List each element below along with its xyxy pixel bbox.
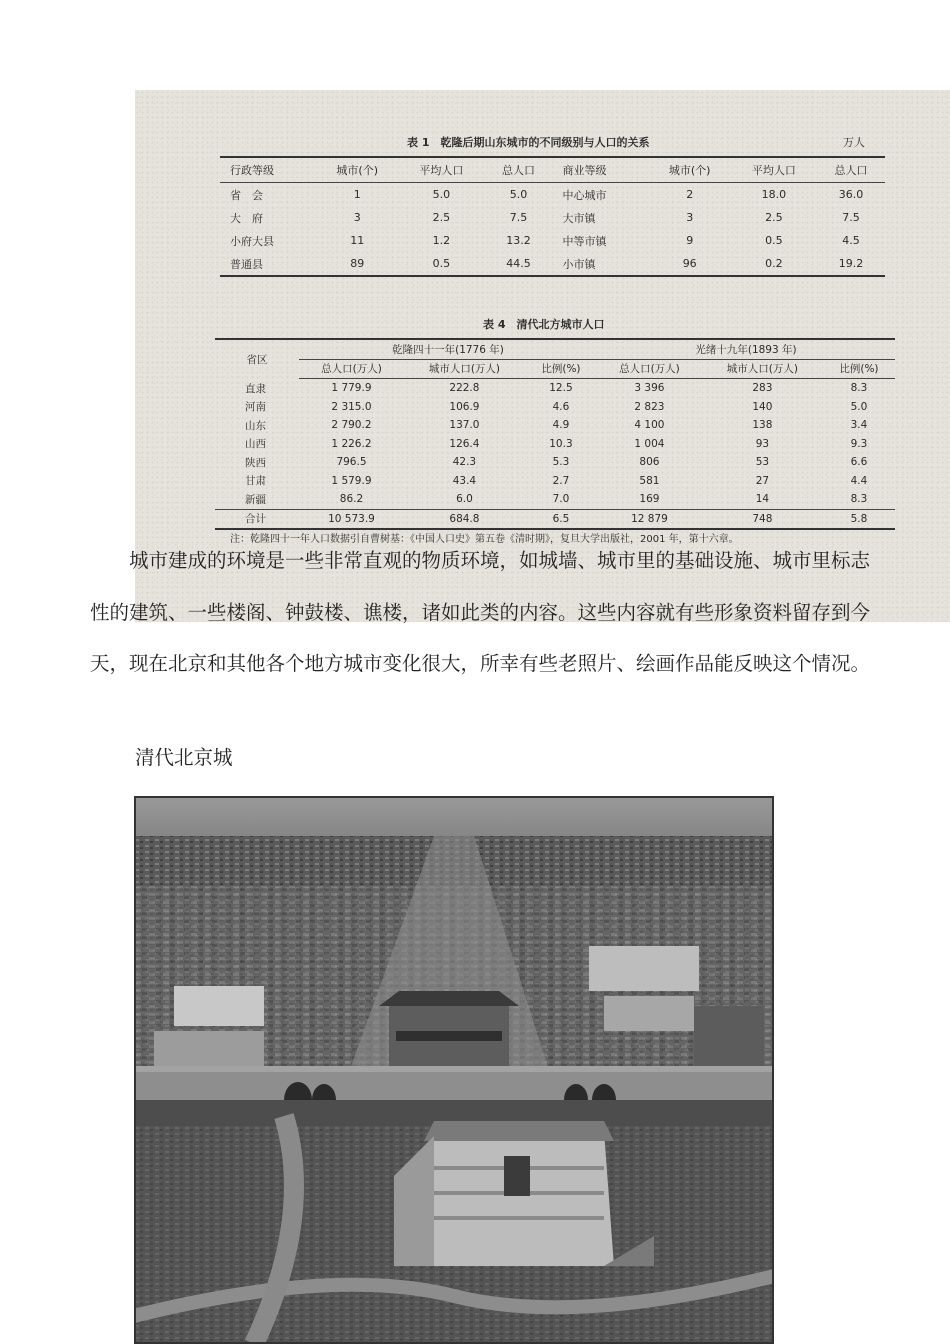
table-cell: 581: [639, 474, 660, 487]
table-cell: 5.0: [509, 188, 528, 201]
table-cell: 2: [686, 188, 694, 201]
table-cell: 6.6: [850, 456, 868, 469]
table-cell: 2 823: [634, 400, 665, 413]
table4-subheader: 总人口(万人): [597, 359, 702, 379]
table-cell: 3: [686, 211, 694, 224]
table-row: [215, 509, 895, 529]
table-cell: 93: [755, 437, 770, 450]
table-cell: 普通县: [230, 257, 263, 271]
beijing-aerial-photo: [134, 796, 774, 1344]
table-cell: 14: [755, 493, 770, 506]
table-cell: 7.5: [509, 211, 528, 224]
table-cell: 4.6: [552, 400, 570, 413]
table-row: [220, 252, 885, 276]
table-cell: 4 100: [634, 419, 665, 432]
table1-header: 平均人口: [731, 157, 817, 183]
body-paragraph: 城市建成的环境是一些非常直观的物质环境，如城墙、城市里的基础设施、城市里标志性的建筑、一些楼阁、钟鼓楼、谯楼，诸如此类的内容。这些内容就有些形象资料留存到今天，现在北京和其他各个地方城市变化很大，所幸有些老照片、绘画作品能反映这个情况。: [90, 549, 871, 675]
table-cell: 1 779.9: [331, 382, 372, 395]
table1-header: 城市(个): [316, 157, 398, 183]
table1-header: 总人口: [485, 157, 553, 183]
table-cell: 12 879: [597, 509, 702, 529]
table-cell: 7.5: [842, 211, 860, 224]
table-cell: 1: [353, 188, 361, 201]
table-cell: 甘肃: [245, 475, 266, 488]
table-cell: 126.4: [449, 437, 480, 450]
table-cell: 748: [702, 509, 823, 529]
table-cell: 106.9: [449, 400, 480, 413]
table-cell: 36.0: [838, 188, 864, 201]
table-cell: 7.0: [552, 493, 570, 506]
table-cell: 2.7: [552, 474, 570, 487]
table-cell: 43.4: [452, 474, 477, 487]
table-cell: 9: [686, 234, 694, 247]
table-cell: 19.2: [838, 257, 864, 270]
table4: [215, 338, 895, 530]
table1-header: 城市(个): [649, 157, 731, 183]
table-cell: 8.3: [850, 493, 868, 506]
table-row: [215, 490, 895, 509]
table-row: [215, 472, 895, 491]
table-cell: 5.0: [432, 188, 451, 201]
table-cell: 2 315.0: [331, 400, 372, 413]
table-cell: 4.9: [552, 419, 570, 432]
table-cell: 大市镇: [562, 211, 596, 225]
table-cell: 137.0: [449, 419, 480, 432]
table1-header: 行政等级: [220, 157, 316, 183]
table-cell: 6.5: [525, 509, 597, 529]
table-cell: 河南: [245, 401, 266, 414]
table-cell: 684.8: [404, 509, 525, 529]
table-cell: 1 226.2: [331, 437, 372, 450]
table-cell: 新疆: [245, 493, 266, 506]
table-cell: 3: [353, 211, 361, 224]
table4-subheader: 总人口(万人): [299, 359, 404, 379]
table1: [220, 156, 885, 277]
table-row: [215, 453, 895, 472]
table-cell: 4.4: [850, 474, 868, 487]
table4-province-header: 省区: [246, 353, 268, 366]
table-cell: 6.0: [456, 493, 473, 506]
table1-header: 商业等级: [552, 157, 648, 183]
table-cell: 小府大县: [230, 234, 274, 248]
table1-header: 平均人口: [398, 157, 484, 183]
table-cell: 0.5: [765, 234, 783, 247]
table4-group-header-row: [215, 339, 895, 359]
table4-subheader: 城市人口(万人): [404, 359, 525, 379]
table-cell: 13.2: [506, 234, 531, 247]
table4-note: 注：乾隆四十一年人口数据引自曹树基：《中国人口史》第五卷《清时期》，复旦大学出版社，2001 年，第十六章。: [230, 534, 739, 545]
photo-caption: 清代北京城: [135, 746, 233, 769]
table-row: [215, 379, 895, 398]
table-cell: 山西: [245, 438, 266, 451]
table-row: [220, 183, 885, 207]
table-cell: 10.3: [549, 437, 573, 450]
table-cell: 3 396: [634, 382, 665, 395]
table-cell: 222.8: [449, 382, 480, 395]
table-cell: 陕西: [245, 456, 266, 469]
table-cell: 3.4: [850, 419, 868, 432]
table4-caption: 表 4 清代北方城市人口: [483, 318, 605, 331]
table-cell: 5.8: [823, 509, 895, 529]
table-cell: 138: [752, 419, 773, 432]
table-cell: 169: [639, 493, 660, 506]
table-cell: 4.5: [842, 234, 860, 247]
table-cell: 省 会: [230, 188, 263, 202]
table-cell: 44.5: [506, 257, 531, 270]
table-cell: 直隶: [245, 382, 266, 395]
table-row: [215, 398, 895, 417]
table-cell: 0.5: [432, 257, 451, 270]
table-cell: 大 府: [230, 211, 263, 225]
table4-group2-header: 光绪十九年(1893 年): [597, 339, 895, 359]
table1-unit: 万人: [843, 136, 865, 149]
table-row: [220, 229, 885, 252]
table-cell: 小市镇: [562, 257, 596, 271]
table-cell: 140: [752, 400, 773, 413]
table-cell: 89: [350, 257, 365, 270]
table4-subheader: 比例(%): [823, 359, 895, 379]
table-cell: 27: [755, 474, 770, 487]
table-cell: 796.5: [336, 456, 367, 469]
table-cell: 11: [350, 234, 365, 247]
table-row: [215, 416, 895, 435]
table1-caption: 表 1 乾隆后期山东城市的不同级别与人口的关系: [407, 136, 650, 149]
table-cell: 1 004: [634, 437, 665, 450]
table-cell: 中心城市: [562, 188, 607, 202]
table-cell: 1 579.9: [331, 474, 372, 487]
table1-header: 总人口: [817, 157, 885, 183]
table4-subheader-row: [215, 359, 895, 379]
table-cell: 中等市镇: [562, 234, 607, 248]
table-cell: 283: [752, 382, 773, 395]
table-cell: 18.0: [761, 188, 787, 201]
table-cell: 合计: [215, 509, 299, 529]
table-cell: 1.2: [432, 234, 451, 247]
table-cell: 8.3: [850, 382, 868, 395]
table-cell: 12.5: [549, 382, 573, 395]
table-cell: 2 790.2: [331, 419, 372, 432]
table4-group1-header: 乾隆四十一年(1776 年): [299, 339, 597, 359]
table-cell: 5.3: [552, 456, 570, 469]
table-cell: 42.3: [452, 456, 477, 469]
table-cell: 53: [755, 456, 770, 469]
table-cell: 0.2: [765, 257, 783, 270]
table-cell: 2.5: [432, 211, 451, 224]
table4-subheader: 比例(%): [525, 359, 597, 379]
table-cell: 5.0: [850, 400, 868, 413]
table1-header-row: [220, 157, 885, 183]
table-cell: 10 573.9: [299, 509, 404, 529]
table-cell: 806: [639, 456, 660, 469]
table-row: [215, 435, 895, 454]
table-cell: 86.2: [339, 493, 364, 506]
table4-subheader: 城市人口(万人): [702, 359, 823, 379]
table-cell: 9.3: [850, 437, 868, 450]
table-cell: 山东: [245, 419, 266, 432]
table-cell: 96: [682, 257, 697, 270]
table-row: [220, 206, 885, 229]
table-cell: 2.5: [765, 211, 783, 224]
